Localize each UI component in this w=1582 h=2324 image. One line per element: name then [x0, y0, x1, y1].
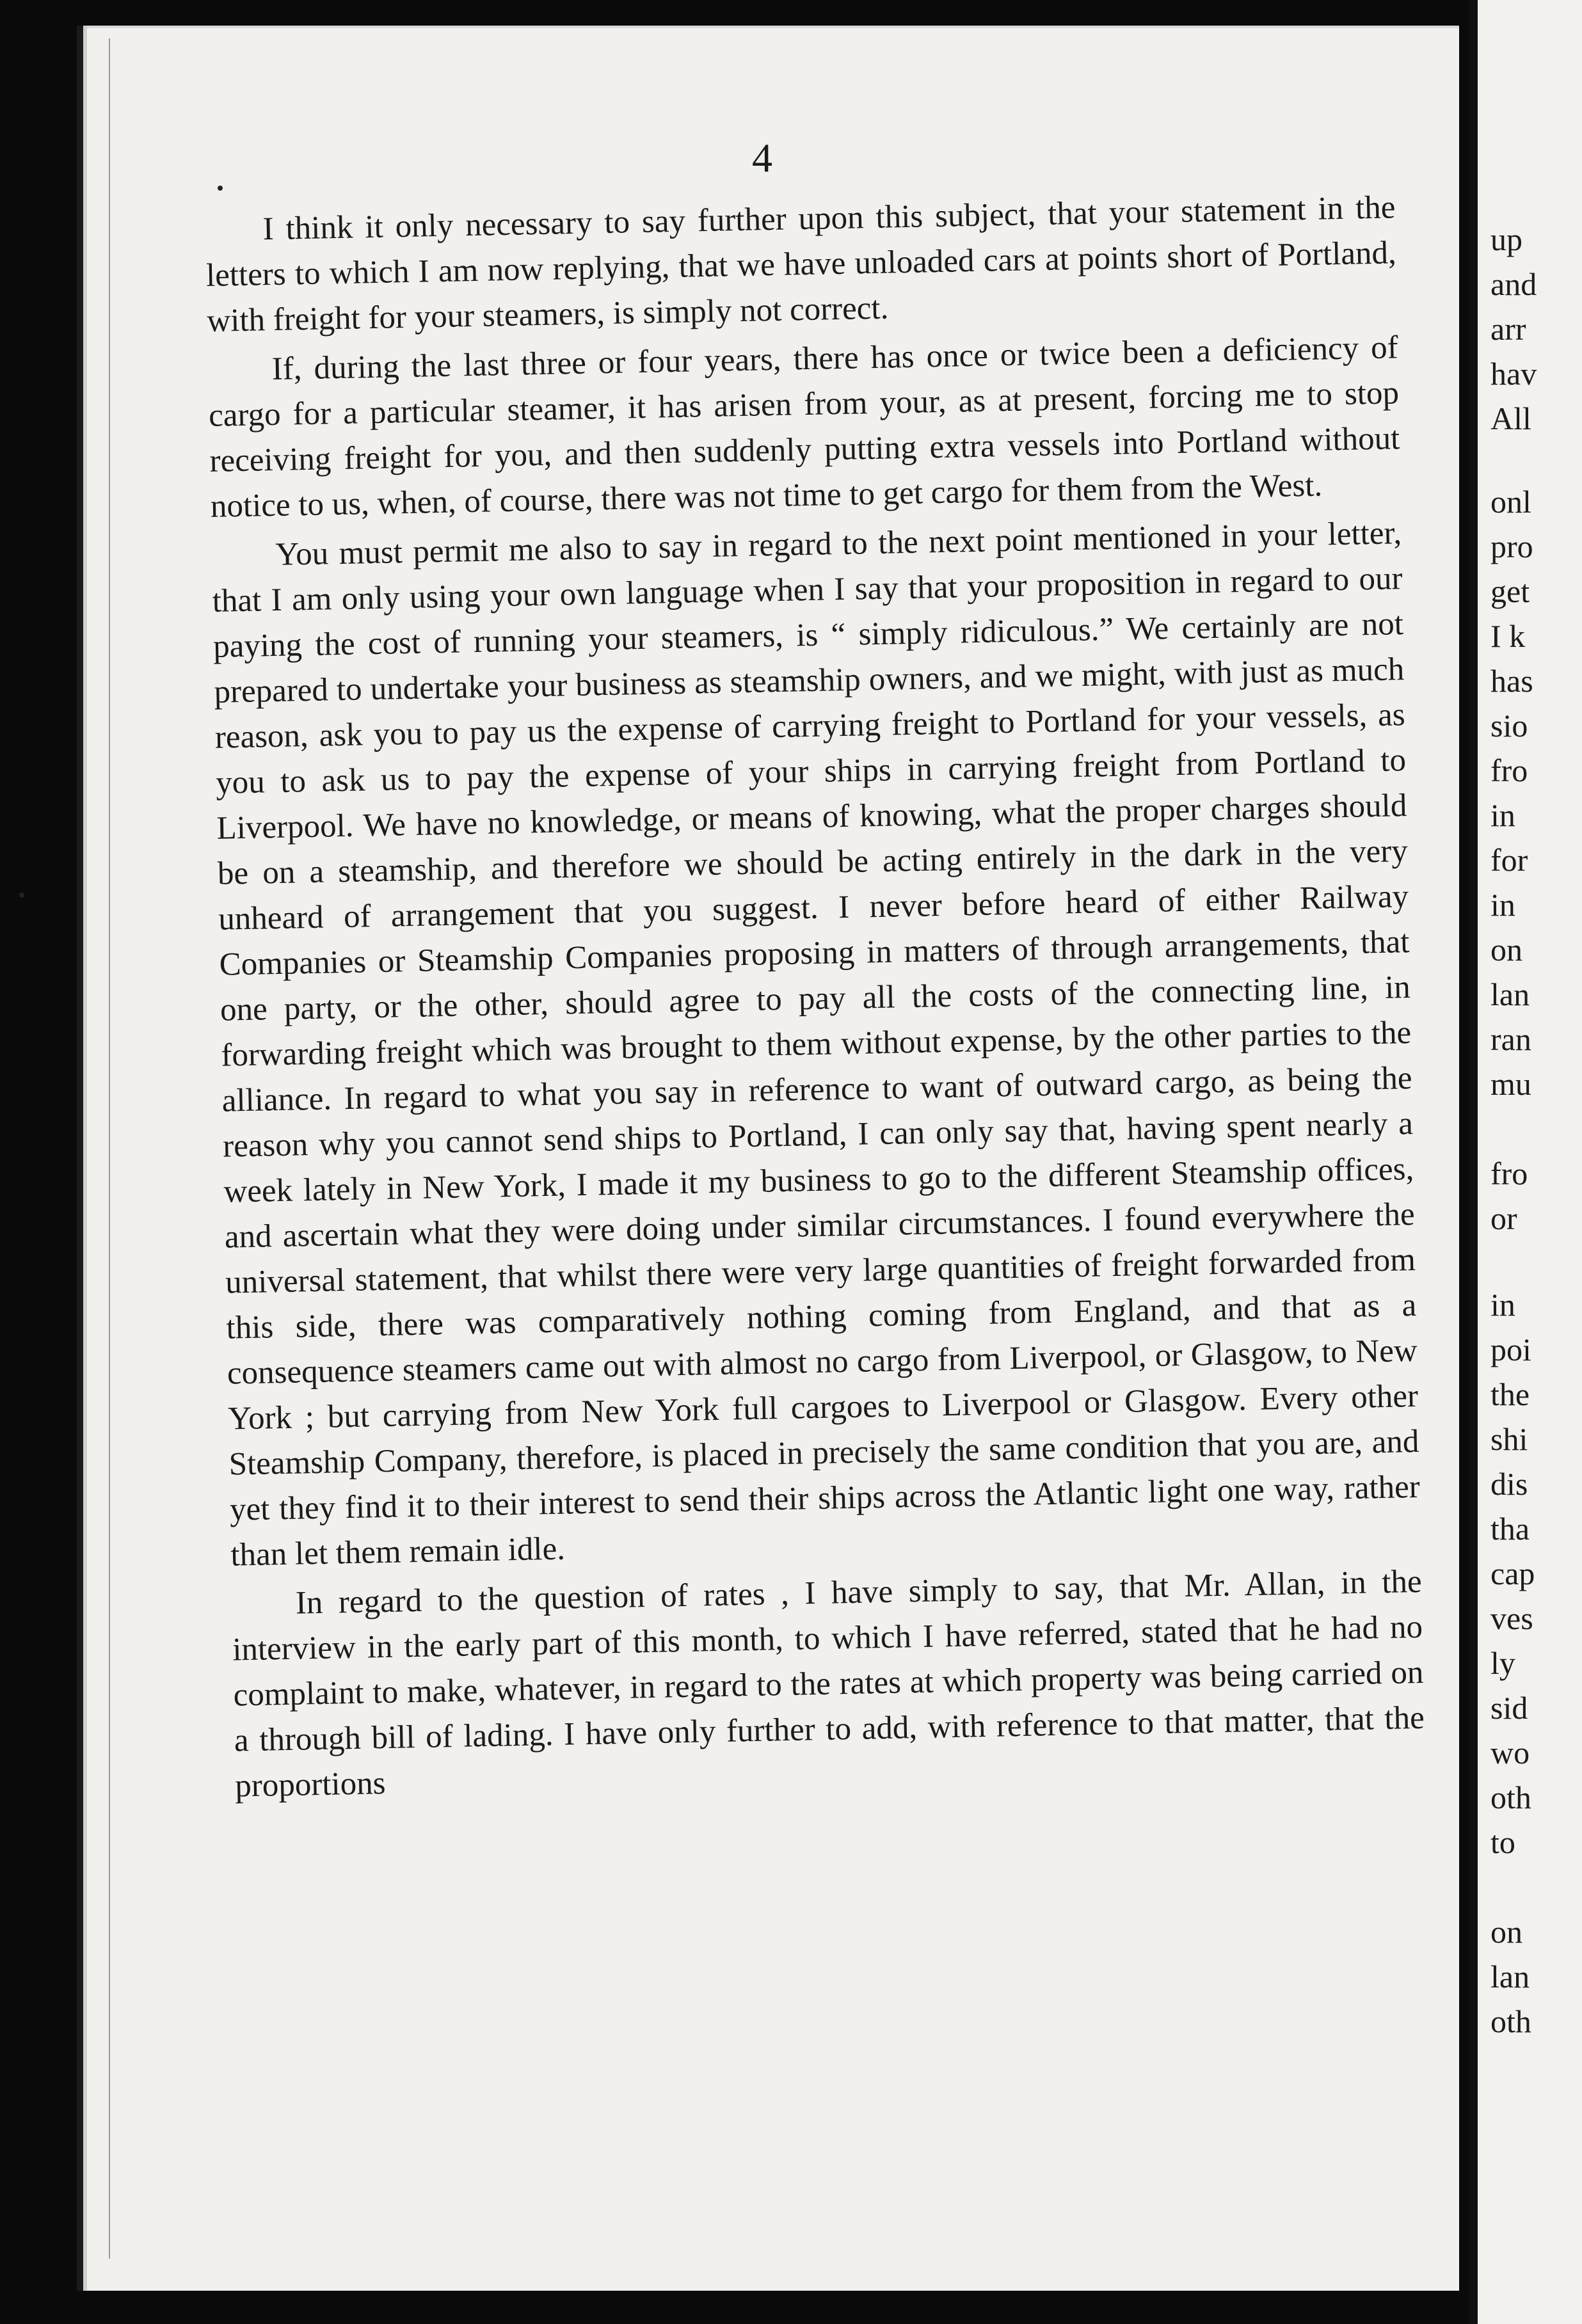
- adjacent-page-fragment: fro: [1490, 1156, 1528, 1191]
- adjacent-page-fragment: and: [1490, 266, 1537, 302]
- adjacent-page-fragment: arr: [1490, 311, 1526, 347]
- adjacent-page-fragment: mu: [1490, 1066, 1531, 1102]
- adjacent-page-fragment: shi: [1490, 1421, 1528, 1457]
- adjacent-page-edge: [1469, 0, 1582, 2324]
- adjacent-page-fragment: I k: [1490, 618, 1526, 654]
- adjacent-page-fragment: the: [1490, 1376, 1530, 1412]
- adjacent-page-fragment: oth: [1490, 2003, 1531, 2039]
- adjacent-page-fragment: lan: [1490, 1959, 1530, 1994]
- adjacent-page-fragment: on: [1490, 1914, 1522, 1950]
- ink-speck: [19, 893, 24, 898]
- adjacent-page-fragment: in: [1490, 887, 1515, 923]
- paragraph: If, during the last three or four years, there has once or twice been a deficiency of cargo for a particular steamer, it has arisen from your, as at present, forcing me to stop receiving freight for you, and then suddenly putting extra vessels into Portland without notice to us, when, of course, there was not time to get cargo for them from the West.: [208, 330, 1400, 525]
- page-edge-rule: [109, 38, 110, 2259]
- adjacent-page-fragment: wo: [1490, 1735, 1530, 1771]
- page-number: 4: [752, 135, 772, 180]
- body-text: [205, 185, 1426, 1813]
- adjacent-page-fragment: sio: [1490, 708, 1528, 744]
- paragraph: In regard to the question of rates , I have simply to say, that Mr. Allan, in the interview in the early part of this month, to which I have referred, stated that he had no complaint to make, whatever, in regard to the rates at which property was being carried on a through bill of lading. I have only further to add, with reference to that matter, that the proportions: [232, 1563, 1425, 1804]
- adjacent-page-fragment: has: [1490, 663, 1533, 699]
- adjacent-page-fragment: or: [1490, 1200, 1517, 1236]
- adjacent-page-fragment: ran: [1490, 1021, 1531, 1057]
- adjacent-page-fragment: get: [1490, 573, 1530, 609]
- adjacent-page-fragment: sid: [1490, 1690, 1528, 1726]
- adjacent-page-fragment: ves: [1490, 1600, 1533, 1636]
- adjacent-page-fragment: lan: [1490, 976, 1530, 1012]
- ink-speck: [218, 186, 223, 191]
- adjacent-page-fragment: dis: [1490, 1466, 1528, 1502]
- adjacent-page-fragment: in: [1490, 797, 1515, 833]
- adjacent-page-fragment: up: [1490, 221, 1522, 257]
- adjacent-page-fragment: onl: [1490, 484, 1531, 520]
- adjacent-page-fragment: tha: [1490, 1511, 1530, 1547]
- adjacent-page-fragment: oth: [1490, 1779, 1531, 1815]
- adjacent-page-fragment: pro: [1490, 529, 1533, 564]
- adjacent-page-fragment: for: [1490, 842, 1528, 878]
- adjacent-page-fragment: in: [1490, 1287, 1515, 1323]
- adjacent-page-fragment: fro: [1490, 752, 1528, 788]
- adjacent-page-fragment: All: [1490, 401, 1531, 436]
- adjacent-page-fragment: cap: [1490, 1556, 1535, 1591]
- adjacent-page-fragment: ly: [1490, 1645, 1515, 1681]
- paragraph: You must permit me also to say in regard to the next point mentioned in your letter, that I am only using your own language when I say that your proposition in regard to our paying the cost of running your steamers, is “ simply ridiculous.” We certainly are not prepared to undertake your business as steamship owners, and we might, with just as much reason, ask you to pay us the expense of carrying freight to Portland for your vessels, as you to ask us to pay the expense of your ships in carrying freight from Portland to Liverpool. We have no knowledge, or means of knowing, what the proper charges should be on a steamship, and therefore we should be acting entirely in the dark in the very unheard of arrangement that you suggest. I never before heard of either Railway Companies or Steamship Companies proposing in matters of through arrangements, that one party, or the other, should agree to pay all the costs of the connecting line, in forwarding freight which was brought to them without expense, by the other parties to the alliance. In regard to what you say in reference to want of outward cargo, as being the reason why you cannot send ships to Portland, I can only say that, having spent nearly a week lately in New York, I made it my business to go to the different Steamship offices, and ascertain what they were doing under similar circumstances. I found everywhere the universal statement, that whilst there were very large quantities of freight forwarded from this side, there was comparatively nothing coming from England, and that as a consequence steamers came out with almost no cargo from Liverpool, or Glasgow, to New York ; but carrying from New York full cargoes to Liverpool or Glasgow. Every other Steamship Company, therefore, is placed in precisely the same condition that you are, and yet they find it to their interest to send their ships across the Atlantic light one way, rather than let them remain idle.: [212, 515, 1421, 1573]
- adjacent-page-fragment: on: [1490, 932, 1522, 967]
- adjacent-page-fragment: poi: [1490, 1332, 1531, 1367]
- adjacent-page-fragment: to: [1490, 1824, 1515, 1860]
- paragraph: I think it only necessary to say further upon this subject, that your statement in the letters to which I am now replying, that we have unloaded cars at points short of Portland, with freight for your steamers, is simply not correct.: [205, 189, 1397, 339]
- adjacent-page-fragment: hav: [1490, 356, 1537, 392]
